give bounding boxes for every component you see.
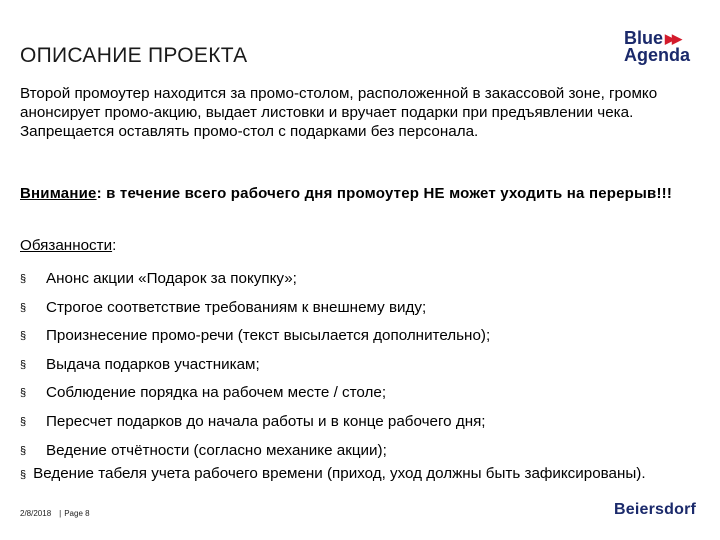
bullet-icon: § [20,469,27,481]
description-text [20,84,700,141]
paragraph-1: Второй промоутер находится за промо-столом, расположенной в закассовой зоне, громко анонсирует промо-акцию, выдает листовки и вручает подарки при предъявлении чека. [20,85,658,121]
list-item-text: Соблюдение порядка на рабочем месте / столе; [46,384,387,402]
slide-title: ОПИСАНИЕ ПРОЕКТА [20,44,248,67]
bullet-icon: § [20,415,27,428]
list-item [20,299,710,328]
footer-date: 2/8/2018 [20,509,52,518]
list-item-text: Пересчет подарков до начала работы и в конце рабочего дня; [46,412,486,430]
list-item [20,270,710,299]
bullet-icon: § [20,358,27,371]
bullet-icon: § [20,273,27,285]
bullet-icon: § [20,330,27,343]
slide-footer [20,509,90,518]
list-item [20,327,710,356]
list-item-text: Произнесение промо-речи (текст высылается дополнительно); [46,327,491,345]
duties-label: Обязанности [20,237,113,254]
paragraph-2: Запрещается оставлять промо-стол с подарками без персонала. [20,123,479,140]
list-item-text: Выдача подарков участникам; [46,355,260,373]
duties-heading [20,237,116,254]
list-item-text: Ведение табеля учета рабочего времени (приход, уход должны быть зафиксированы). [33,465,646,482]
warning-text: : в течение всего рабочего дня промоутер НЕ может уходить на перерыв!!! [96,185,673,202]
list-item [20,356,710,385]
footer-separator: | [59,509,62,518]
list-item-text: Строгое соответствие требованиям к внешнему виду; [46,298,427,316]
list-item [20,384,710,413]
beiersdorf-logo: Beiersdorf [614,501,697,518]
footer-page: Page 8 [64,509,90,518]
duties-list [20,270,710,470]
double-chevron-right-icon: ▶▶ [665,31,680,46]
logo-line2: Agenda [624,45,691,65]
warning-label: Внимание [20,185,97,202]
logo-line1: Blue [624,28,664,48]
list-item [20,413,710,442]
warning-block [20,184,710,203]
duties-suffix: : [112,237,117,254]
list-item-text: Ведение отчётности (согласно механике акции); [46,441,387,459]
blue-agenda-logo [624,30,706,64]
list-item-last [20,465,660,484]
bullet-icon: § [20,387,27,400]
bullet-icon: § [20,444,27,457]
bullet-icon: § [20,301,27,314]
list-item-text: Анонс акции «Подарок за покупку»; [46,270,297,287]
